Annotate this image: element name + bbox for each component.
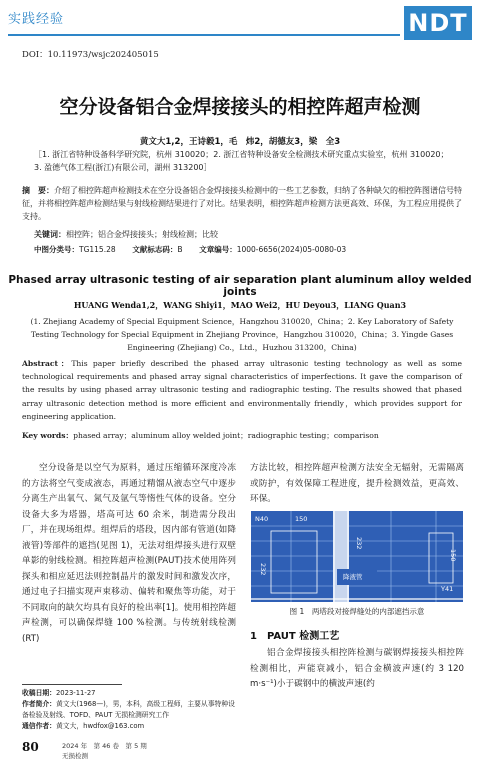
section-tag: 实践经验 [8,12,65,27]
fig-label-150-right: 150 [449,549,457,562]
figure-1 [251,511,463,602]
clc-value: TG115.28 [79,245,116,254]
body-left-column [22,461,236,647]
doc-code-value: B [177,245,183,254]
journal-info [62,741,147,761]
keywords-cn [34,229,454,240]
doc-code-label: 文献标志码： [132,245,178,254]
abstract-cn-text: 介绍了相控阵超声检测技术在空分设备铝合金焊接接头检测中的一些工艺参数，归纳了各种缺欠的相控阵图谱信号特征，并将相控阵超声检测结果与射线检测结果进行了对比。结果表明，相控阵超声检测方法更高效、环保，为工程应用提供了支持。 [22,186,462,221]
doi[interactable]: DOI：10.11973/wsjc202405015 [22,50,159,60]
authors-cn: 黄文大1,2，王诗毅1，毛 炜2，胡德友3，梁 全3 [139,137,341,147]
abstract-en [22,357,462,423]
header-rule [8,34,400,36]
classification-row [34,244,454,255]
fig-label-232-top: 232 [355,537,363,550]
title-en: Phased array ultrasonic testing of air separation plant aluminum alloy welded joints [8,274,472,298]
author-bio: 黄文大(1968—)，男，本科，高级工程师，主要从事特种设备检验及射线、TOFD、PAUT 无损检测研究工作 [22,700,235,719]
article-no-value: 1000-6656(2024)05-0080-03 [236,245,347,254]
fig-label-n40: N40 [255,515,269,523]
journal-logo: NDT [404,6,472,40]
body-right-top: 方法比较，相控阵超声检测方法安全无辐射，无需隔离或防护，有效保障工程进度，提升检测效益，更高效、环保。 [250,463,464,504]
article-no-label: 文章编号： [199,245,237,254]
clc-label: 中图分类号： [34,245,79,254]
contact-email[interactable]: 黄文大，hwdfox@163.com [55,722,145,730]
abstract-cn [22,184,462,223]
fig-label-downcomer: 降液管 [343,573,363,581]
body-right-bottom: 铝合金焊接接头相控阵检测与碳钢焊接接头相控阵检测相比，声能衰减小，铝合金横波声速(约 3 120 m·s⁻¹)小于碳钢中的横波声速(约 [250,648,464,689]
body-left-paragraph: 空分设备是以空气为原料，通过压缩循环深度冷冻的方法将空气变成液态，再通过精馏从液态空气中逐步分离生产出氧气、氮气及氩气等惰性气体的设备。空分设备大多为塔器，塔高可达 60 余米，制造需分段出厂，并在现场组焊。组焊后的塔段，因内部有管道(如降液管)等部件的遮挡(见图 1)，无法对组焊接头进行双壁单影的射线检测。相控阵超声检测(PAUT)技术使用阵列探头和相应延迟法则控制晶片的激发时间和激发次序，通过电子扫描实现声束移动、偏转和聚焦等功能，对于不同取向的缺欠均具有良好的检出率[1]。使用相控阵超声检测，可以确保焊缝 100 %检测。与传统射线检测(RT) [22,463,236,644]
fig-label-232-left: 232 [259,563,267,576]
received-label: 收稿日期： [22,689,56,697]
footnote [22,688,236,732]
footnote-rule [22,684,122,685]
figure-1-caption: 图 1 两塔段对接焊缝处的内部遮挡示意 [289,607,425,616]
author-bio-label: 作者简介： [22,700,56,708]
abstract-en-text: This paper briefly described the phased array ultrasonic testing technology as well as some technological requirements and phased array signal characteristics of imperfections. It gave the comparison of the results by using phased array ultrasonic testing and radiographic testing. The results showed that phased array ultrasonic detection method is more efficient and environmentally friendly，which provides support for engineering application. [22,359,462,421]
abstract-cn-label: 摘 要： [22,186,54,195]
keywords-cn-text: 相控阵；铝合金焊接接头；射线检测；比较 [66,230,218,239]
figure-bg [251,511,463,602]
authors-en: HUANG Wenda1,2，WANG Shiyi1，MAO Wei2，HU Deyou3，LIANG Quan3 [73,300,407,310]
contact-label: 通信作者： [22,722,56,730]
page-number: 80 [22,740,39,754]
affiliations-cn: ［1. 浙江省特种设备科学研究院，杭州 310020；2. 浙江省特种设备安全检测技术研究重点实验室，杭州 310020；3. 盈德气体工程(浙江)有限公司，湖州 313200］ [34,150,449,172]
affiliations-en: (1. Zhejiang Academy of Special Equipment Science，Hangzhou 310020，China；2. Key Laboratory of Safety Testing Technology for Special Equipment in Zhejiang Province，Hangzhou 310020，China；3. Yingde Gases Engineering (Zhejiang) Co.，Ltd.，Huzhou 313200，China) [30,317,454,352]
downcomer-pipe-inner [335,511,347,602]
section-heading: 1 PAUT 检测工艺 [250,631,340,642]
received-date: 2023-11-27 [55,689,96,697]
fig-label-y41: Y41 [441,585,454,593]
figure-1-drawing [251,511,463,602]
keywords-en-text: phased array；aluminum alloy welded joint；radiographic testing；comparison [73,431,379,440]
title-cn: 空分设备铝合金焊接接头的相控阵超声检测 [59,96,421,118]
fig-label-150-top: 150 [295,515,308,523]
keywords-cn-label: 关键词： [34,230,66,239]
journal-name: 无损检测 [62,752,88,760]
abstract-en-label: Abstract： [22,359,72,368]
keywords-en [22,430,462,441]
journal-issue: 2024 年 第 46 卷 第 5 期 [62,742,147,750]
keywords-en-label: Key words： [22,431,74,440]
